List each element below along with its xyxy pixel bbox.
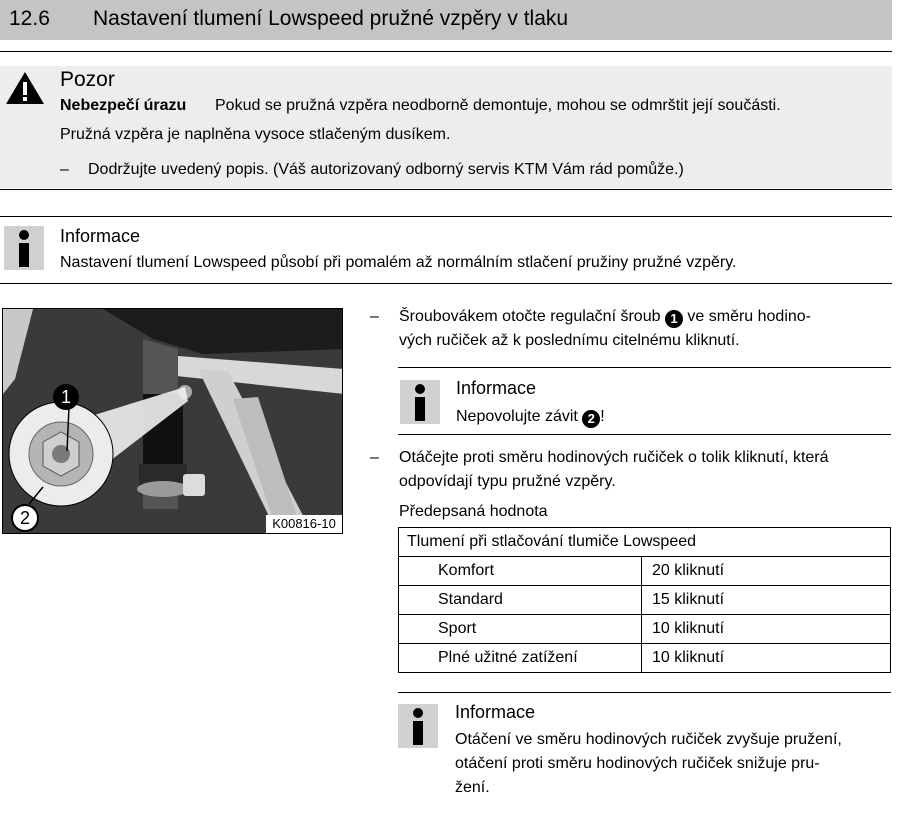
callout-1: 1 <box>53 384 79 410</box>
table-cell-value: 20 kliknutí <box>642 557 891 586</box>
divider <box>0 283 892 284</box>
step-text: vých ručiček až k poslednímu citelnému kliknutí. <box>399 332 740 349</box>
info-text: otáčení proti směru hodinových ručiček snižuje pru- <box>455 755 820 772</box>
info-icon <box>400 380 440 424</box>
table-cell-name: Plné užitné zatížení <box>399 644 642 673</box>
warning-text: Pokud se pružná vzpěra neodborně demontuje, mohou se odmrštit její součásti. <box>215 97 781 114</box>
table-cell-name: Sport <box>399 615 642 644</box>
table-cell-name: Komfort <box>399 557 642 586</box>
divider <box>398 692 891 693</box>
info-text <box>456 404 605 430</box>
divider <box>398 434 891 435</box>
figure-code: K00816-10 <box>266 515 342 533</box>
table-cell-value: 10 kliknutí <box>642 644 891 673</box>
step-text: Otáčejte proti směru hodinových ručiček o tolik kliknutí, která <box>399 449 829 466</box>
spec-table <box>398 527 891 673</box>
list-dash: – <box>370 449 379 466</box>
table-row <box>399 586 891 615</box>
warning-triangle-icon <box>4 70 46 106</box>
section-title: Nastavení tlumení Lowspeed pružné vzpěry v tlaku <box>93 7 569 30</box>
warning-lead: Nebezpečí úrazu <box>60 97 187 114</box>
list-dash: – <box>370 308 379 325</box>
info-icon <box>398 704 438 748</box>
info-text-part: ! <box>600 408 605 425</box>
divider <box>0 216 892 217</box>
info-title: Informace <box>455 702 536 722</box>
step-text-part: ve směru hodino- <box>687 308 812 325</box>
info-text: Otáčení ve směru hodinových ručiček zvyšuje pružení, <box>455 731 842 748</box>
divider <box>0 51 892 52</box>
divider <box>398 367 891 368</box>
marker-1: 1 <box>665 310 683 328</box>
warning-title: Pozor <box>60 68 115 91</box>
info-title: Informace <box>456 378 537 398</box>
info-text-part: Nepovolujte závit <box>456 408 578 425</box>
table-cell-value: 15 kliknutí <box>642 586 891 615</box>
table-header: Tlumení při stlačování tlumiče Lowspeed <box>399 528 891 557</box>
marker-2: 2 <box>582 410 600 428</box>
step-text-part: Šroubovákem otočte regulační šroub <box>399 308 661 325</box>
table-cell-name: Standard <box>399 586 642 615</box>
info-title: Informace <box>60 226 141 246</box>
divider <box>0 189 892 190</box>
warning-text: Pružná vzpěra je naplněna vysoce stlačeným dusíkem. <box>60 126 451 143</box>
step-text: odpovídají typu pružné vzpěry. <box>399 473 616 490</box>
table-cell-value: 10 kliknutí <box>642 615 891 644</box>
table-header-row <box>399 528 891 557</box>
list-dash: – <box>60 161 69 178</box>
table-row <box>399 557 891 586</box>
table-row <box>399 615 891 644</box>
info-text: žení. <box>455 779 490 796</box>
spec-label: Předepsaná hodnota <box>399 503 548 520</box>
info-icon <box>4 226 44 270</box>
table-row <box>399 644 891 673</box>
step-text <box>399 304 811 330</box>
warning-list-item: Dodržujte uvedený popis. (Váš autorizovaný odborný servis KTM Vám rád pomůže.) <box>88 161 684 178</box>
callout-2: 2 <box>11 504 39 532</box>
info-text: Nastavení tlumení Lowspeed působí při pomalém až normálním stlačení pružiny pružné vzpěry. <box>60 254 737 271</box>
section-number: 12.6 <box>9 7 50 30</box>
shock-absorber-photo <box>2 308 343 534</box>
